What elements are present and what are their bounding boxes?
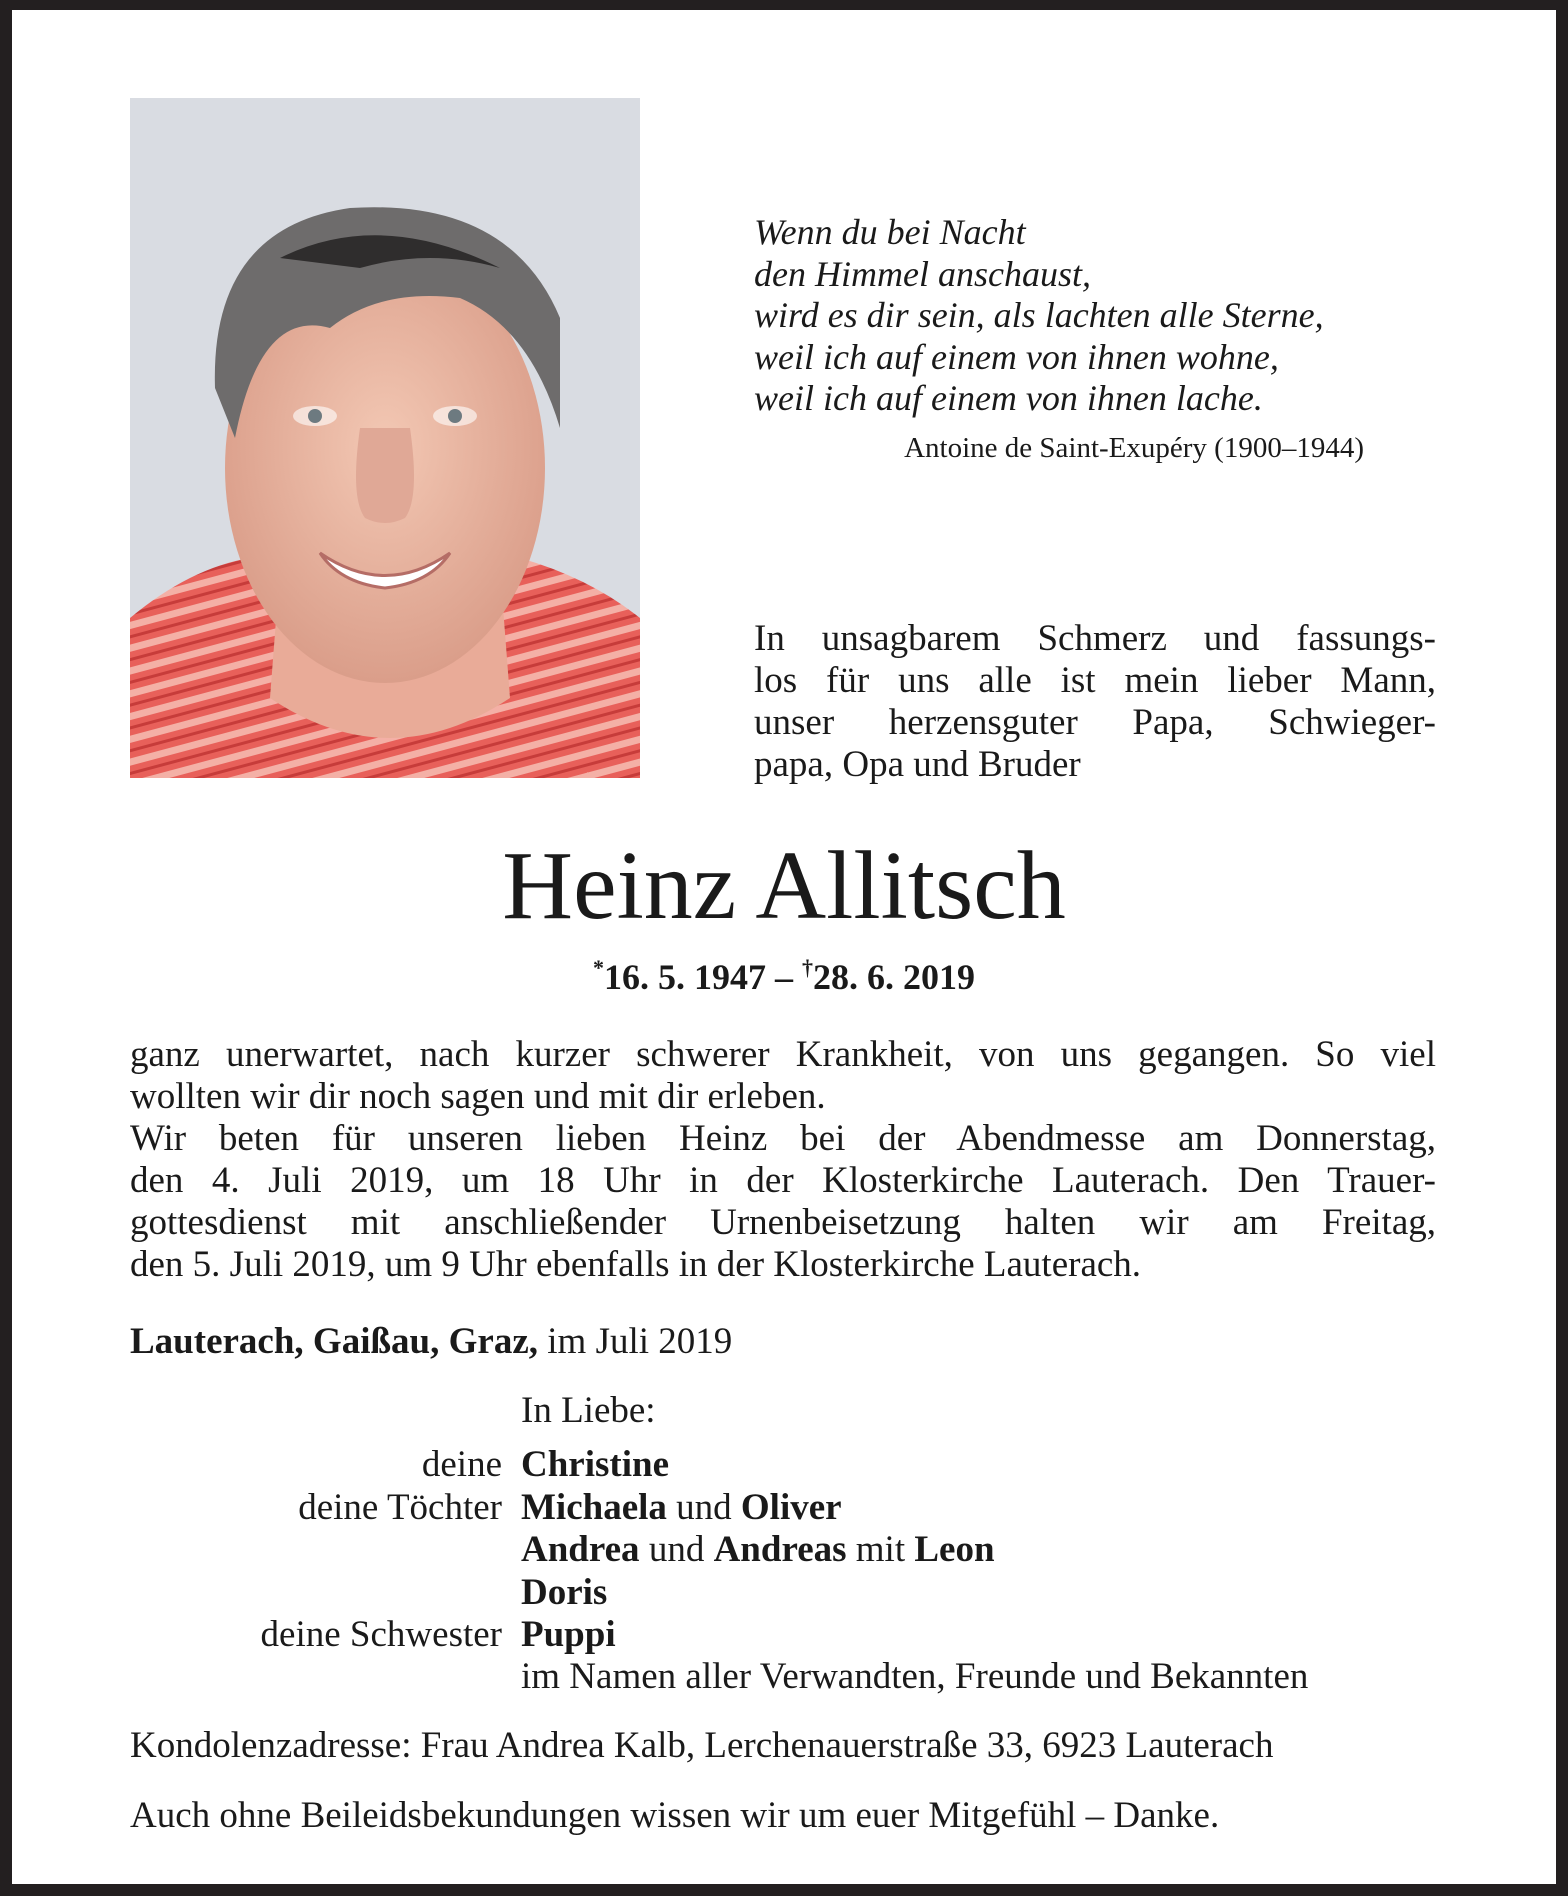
family-member-name: Andrea xyxy=(521,1529,640,1571)
connector-text: und xyxy=(666,1486,741,1528)
place-date-line xyxy=(130,1320,732,1363)
quote-attribution: Antoine de Saint-Exupéry (1900–1944) xyxy=(904,432,1364,464)
places: Lauterach, Gaißau, Graz, xyxy=(130,1321,539,1362)
condolence-address: Kondolenzadresse: Frau Andrea Kalb, Lerchenauerstraße 33, 6923 Lauterach xyxy=(130,1725,1274,1766)
intro-line: In unsagbarem Schmerz und fassungs- xyxy=(754,618,1436,659)
family-member-name: Oliver xyxy=(740,1486,842,1528)
family-member-name: Andreas xyxy=(713,1529,847,1571)
family-member-name: Doris xyxy=(521,1571,608,1613)
intro-line: papa, Opa und Bruder xyxy=(754,744,1081,785)
family-row xyxy=(130,1444,1436,1486)
body-line: ganz unerwartet, nach kurzer schwerer Krankheit, von uns gegangen. So viel xyxy=(130,1034,1436,1075)
body-line: gottesdienst mit anschließender Urnenbeisetzung halten wir am Freitag, xyxy=(130,1202,1436,1243)
family-member-name: Leon xyxy=(914,1529,995,1571)
family-member-name: Puppi xyxy=(521,1614,616,1656)
connector-text: im Namen aller Verwandten, Freunde und Bekannten xyxy=(521,1656,1309,1698)
quote-line: weil ich auf einem von ihnen lache. xyxy=(754,378,1263,418)
quote-line: weil ich auf einem von ihnen wohne, xyxy=(754,336,1279,377)
family-row xyxy=(130,1656,1436,1698)
portrait-photo xyxy=(130,98,640,778)
closing-note: Auch ohne Beileidsbekundungen wissen wir um euer Mitgefühl – Danke. xyxy=(130,1795,1220,1836)
body-line: den 4. Juli 2019, um 18 Uhr in der Klosterkirche Lauterach. Den Trauer- xyxy=(130,1160,1436,1201)
death-date: 28. 6. 2019 xyxy=(813,957,975,997)
family-names xyxy=(521,1656,1308,1698)
quote-line: wird es dir sein, als lachten alle Sterne, xyxy=(754,295,1324,335)
family-row xyxy=(130,1529,1436,1571)
family-row xyxy=(130,1572,1436,1614)
in-liebe: In Liebe: xyxy=(521,1390,656,1431)
birth-symbol: * xyxy=(593,955,604,980)
body-text xyxy=(130,1034,1436,1286)
intro-line: unser herzensguter Papa, Schwieger- xyxy=(754,702,1436,743)
relation-label xyxy=(130,1529,521,1571)
family-member-name: Michaela xyxy=(521,1486,667,1528)
date-separator: – xyxy=(766,957,802,997)
month: im Juli 2019 xyxy=(538,1321,733,1362)
body-line: Wir beten für unseren lieben Heinz bei der Abendmesse am Donnerstag, xyxy=(130,1118,1436,1159)
quote-line: Wenn du bei Nacht xyxy=(754,212,1026,252)
family-row xyxy=(130,1614,1436,1656)
family-list xyxy=(130,1390,1436,1699)
connector-text: und xyxy=(639,1529,714,1571)
family-names xyxy=(521,1444,669,1486)
poem-quote xyxy=(754,212,1324,420)
death-symbol: † xyxy=(802,955,813,980)
relation-label: deine xyxy=(421,1444,502,1486)
life-dates xyxy=(0,955,1568,998)
relation-label xyxy=(130,1572,521,1614)
family-names xyxy=(521,1529,995,1571)
in-liebe-row xyxy=(130,1390,1436,1432)
relation-label: deine Töchter xyxy=(298,1486,502,1528)
deceased-name: Heinz Allitsch xyxy=(502,832,1066,940)
intro-text xyxy=(754,618,1436,786)
family-names xyxy=(521,1487,842,1529)
relation-label: deine Schwester xyxy=(260,1614,502,1656)
family-names xyxy=(521,1572,607,1614)
intro-line: los für uns alle ist mein lieber Mann, xyxy=(754,660,1436,701)
body-line: wollten wir dir noch sagen und mit dir erleben. xyxy=(130,1076,826,1117)
connector-text: mit xyxy=(846,1529,915,1571)
family-member-name: Christine xyxy=(521,1444,669,1486)
family-names xyxy=(521,1614,616,1656)
quote-line: den Himmel anschaust, xyxy=(754,253,1091,294)
family-row xyxy=(130,1487,1436,1529)
body-line: den 5. Juli 2019, um 9 Uhr ebenfalls in der Klosterkirche Lauterach. xyxy=(130,1244,1142,1285)
relation-label xyxy=(130,1656,521,1698)
birth-date: 16. 5. 1947 xyxy=(604,957,766,997)
